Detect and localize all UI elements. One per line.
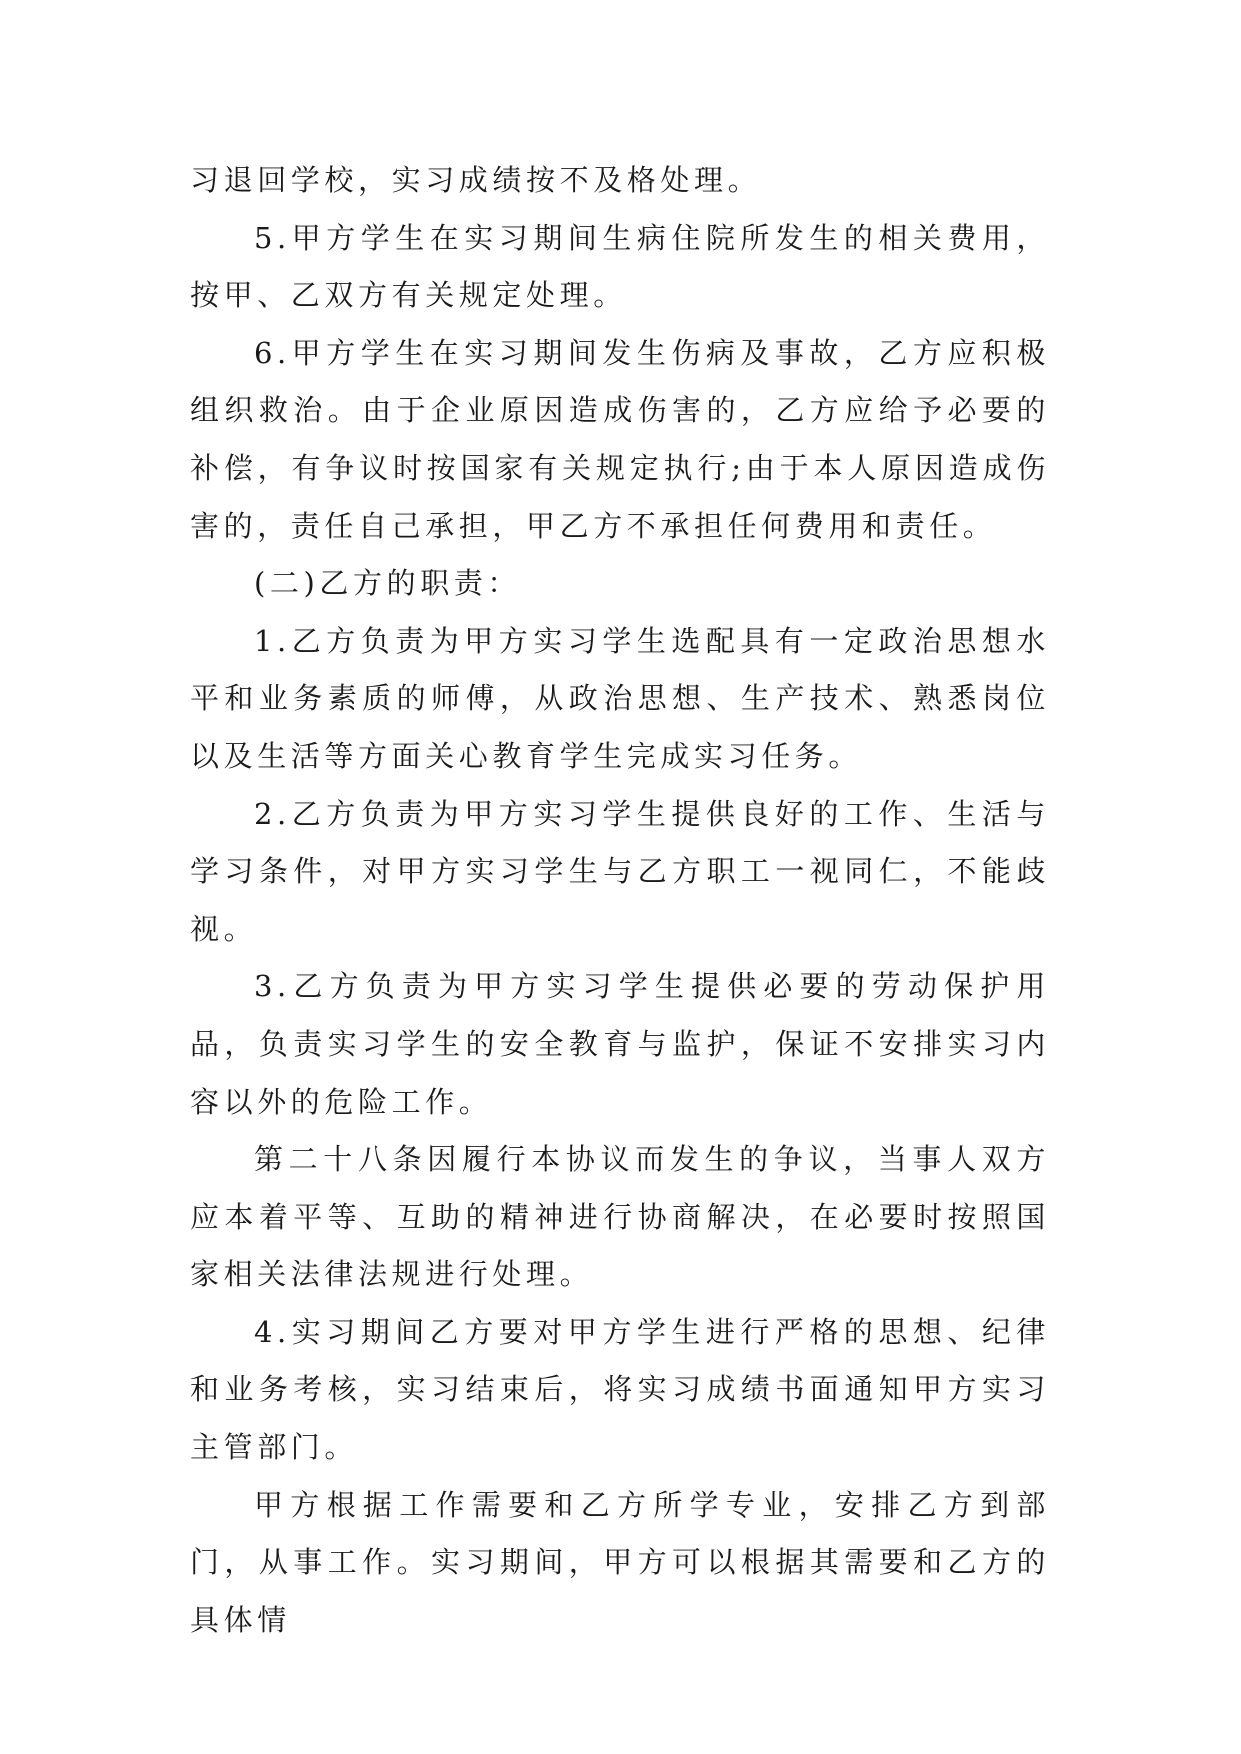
paragraph-continuation: 习退回学校，实习成绩按不及格处理。 xyxy=(190,163,762,197)
paragraph-item-5: 5.甲方学生在实习期间生病住院所发生的相关费用，按甲、乙双方有关规定处理。 xyxy=(190,220,1050,313)
paragraph-arrangement: 甲方根据工作需要和乙方所学专业，安排乙方到部门，从事工作。实习期间，甲方可以根据其需要和乙方的具体情 xyxy=(190,1487,1050,1637)
paragraph-article-28: 第二十八条因履行本协议而发生的争议，当事人双方应本着平等、互助的精神进行协商解决，在必要时按照国家相关法律法规进行处理。 xyxy=(190,1142,1050,1292)
paragraph-duty-4: 4.实习期间乙方要对甲方学生进行严格的思想、纪律和业务考核，实习结束后，将实习成绩书面通知甲方实习主管部门。 xyxy=(190,1314,1050,1465)
paragraph-item-6: 6.甲方学生在实习期间发生伤病及事故，乙方应积极组织救治。由于企业原因造成伤害的，乙方应给予必要的补偿，有争议时按国家有关规定执行;由于本人原因造成伤害的，责任自己承担，甲乙方不承担任何费用和责任。 xyxy=(190,335,1050,543)
paragraph-duty-1: 1.乙方负责为甲方实习学生选配具有一定政治思想水平和业务素质的师傅，从政治思想、生产技术、熟悉岗位以及生活等方面关心教育学生完成实习任务。 xyxy=(190,623,1050,773)
paragraph-duty-3: 3.乙方负责为甲方实习学生提供必要的劳动保护用品，负责实习学生的安全教育与监护，保证不安排实习内容以外的危险工作。 xyxy=(190,969,1050,1119)
paragraph-duty-2: 2.乙方负责为甲方实习学生提供良好的工作、生活与学习条件，对甲方实习学生与乙方职工一视同仁，不能歧视。 xyxy=(190,796,1050,946)
document-body xyxy=(190,152,1050,1649)
section-heading-party-b-duties: (二)乙方的职责： xyxy=(254,566,522,601)
